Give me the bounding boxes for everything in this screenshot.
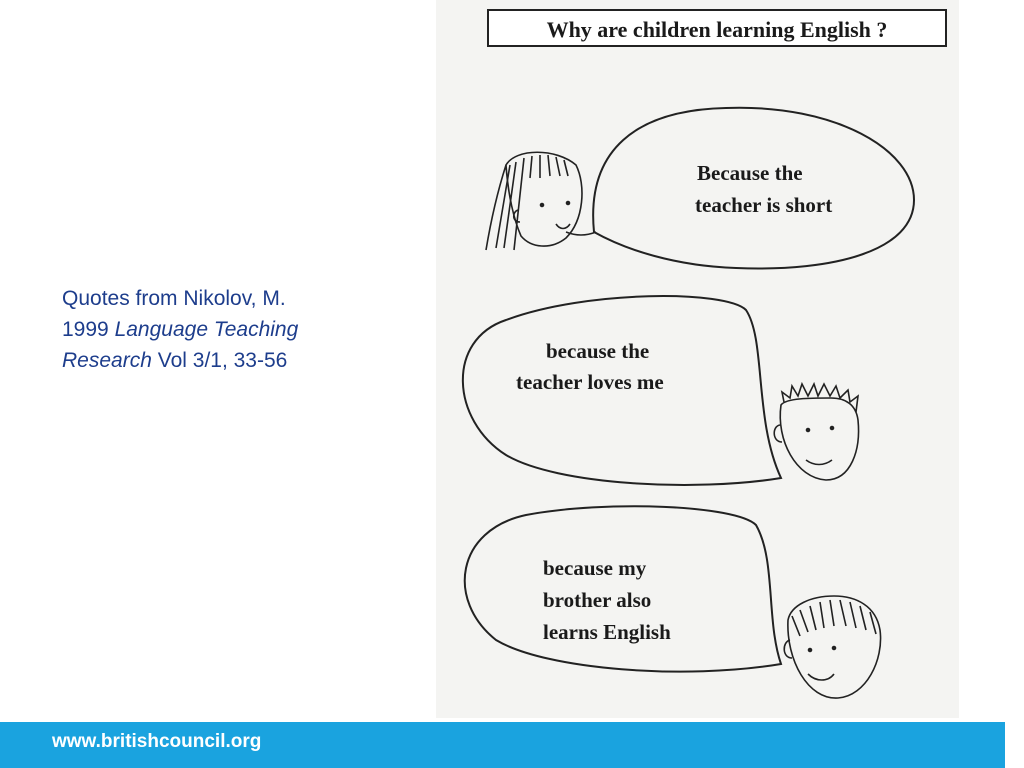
bubble-3-line-3: learns English <box>543 620 671 644</box>
citation-volume: Vol 3/1, 33-56 <box>157 349 288 372</box>
bubble-2-text <box>516 339 664 394</box>
bubble-1-line-2: teacher is short <box>695 193 833 217</box>
speech-bubble-1 <box>593 108 914 269</box>
bubble-3-line-2: brother also <box>543 588 652 612</box>
bubble-2-line-2: teacher loves me <box>516 370 664 394</box>
cartoon-svg <box>436 0 959 718</box>
citation-journal-2: Research <box>62 349 152 372</box>
boy-fringe-face-icon <box>784 596 880 698</box>
bubble-1-line-1: Because the <box>697 161 803 185</box>
bubble-3-line-1: because my <box>543 556 647 580</box>
bubble-1-text <box>695 161 832 217</box>
bubble-2-line-1: because the <box>546 339 650 363</box>
citation-year: 1999 <box>62 318 109 341</box>
footer-url[interactable]: www.britishcouncil.org <box>52 731 262 752</box>
citation-text <box>62 283 402 376</box>
citation-author: Quotes from Nikolov, M. <box>62 287 286 310</box>
cartoon-illustration <box>436 0 959 718</box>
boy-spiky-face-icon <box>774 384 858 480</box>
bubble-3-text <box>543 556 671 644</box>
footer-bar <box>0 722 1005 768</box>
citation-journal-1: Language Teaching <box>114 318 299 341</box>
girl-face-icon <box>486 152 582 250</box>
cartoon-title: Why are children learning English ? <box>546 17 888 42</box>
